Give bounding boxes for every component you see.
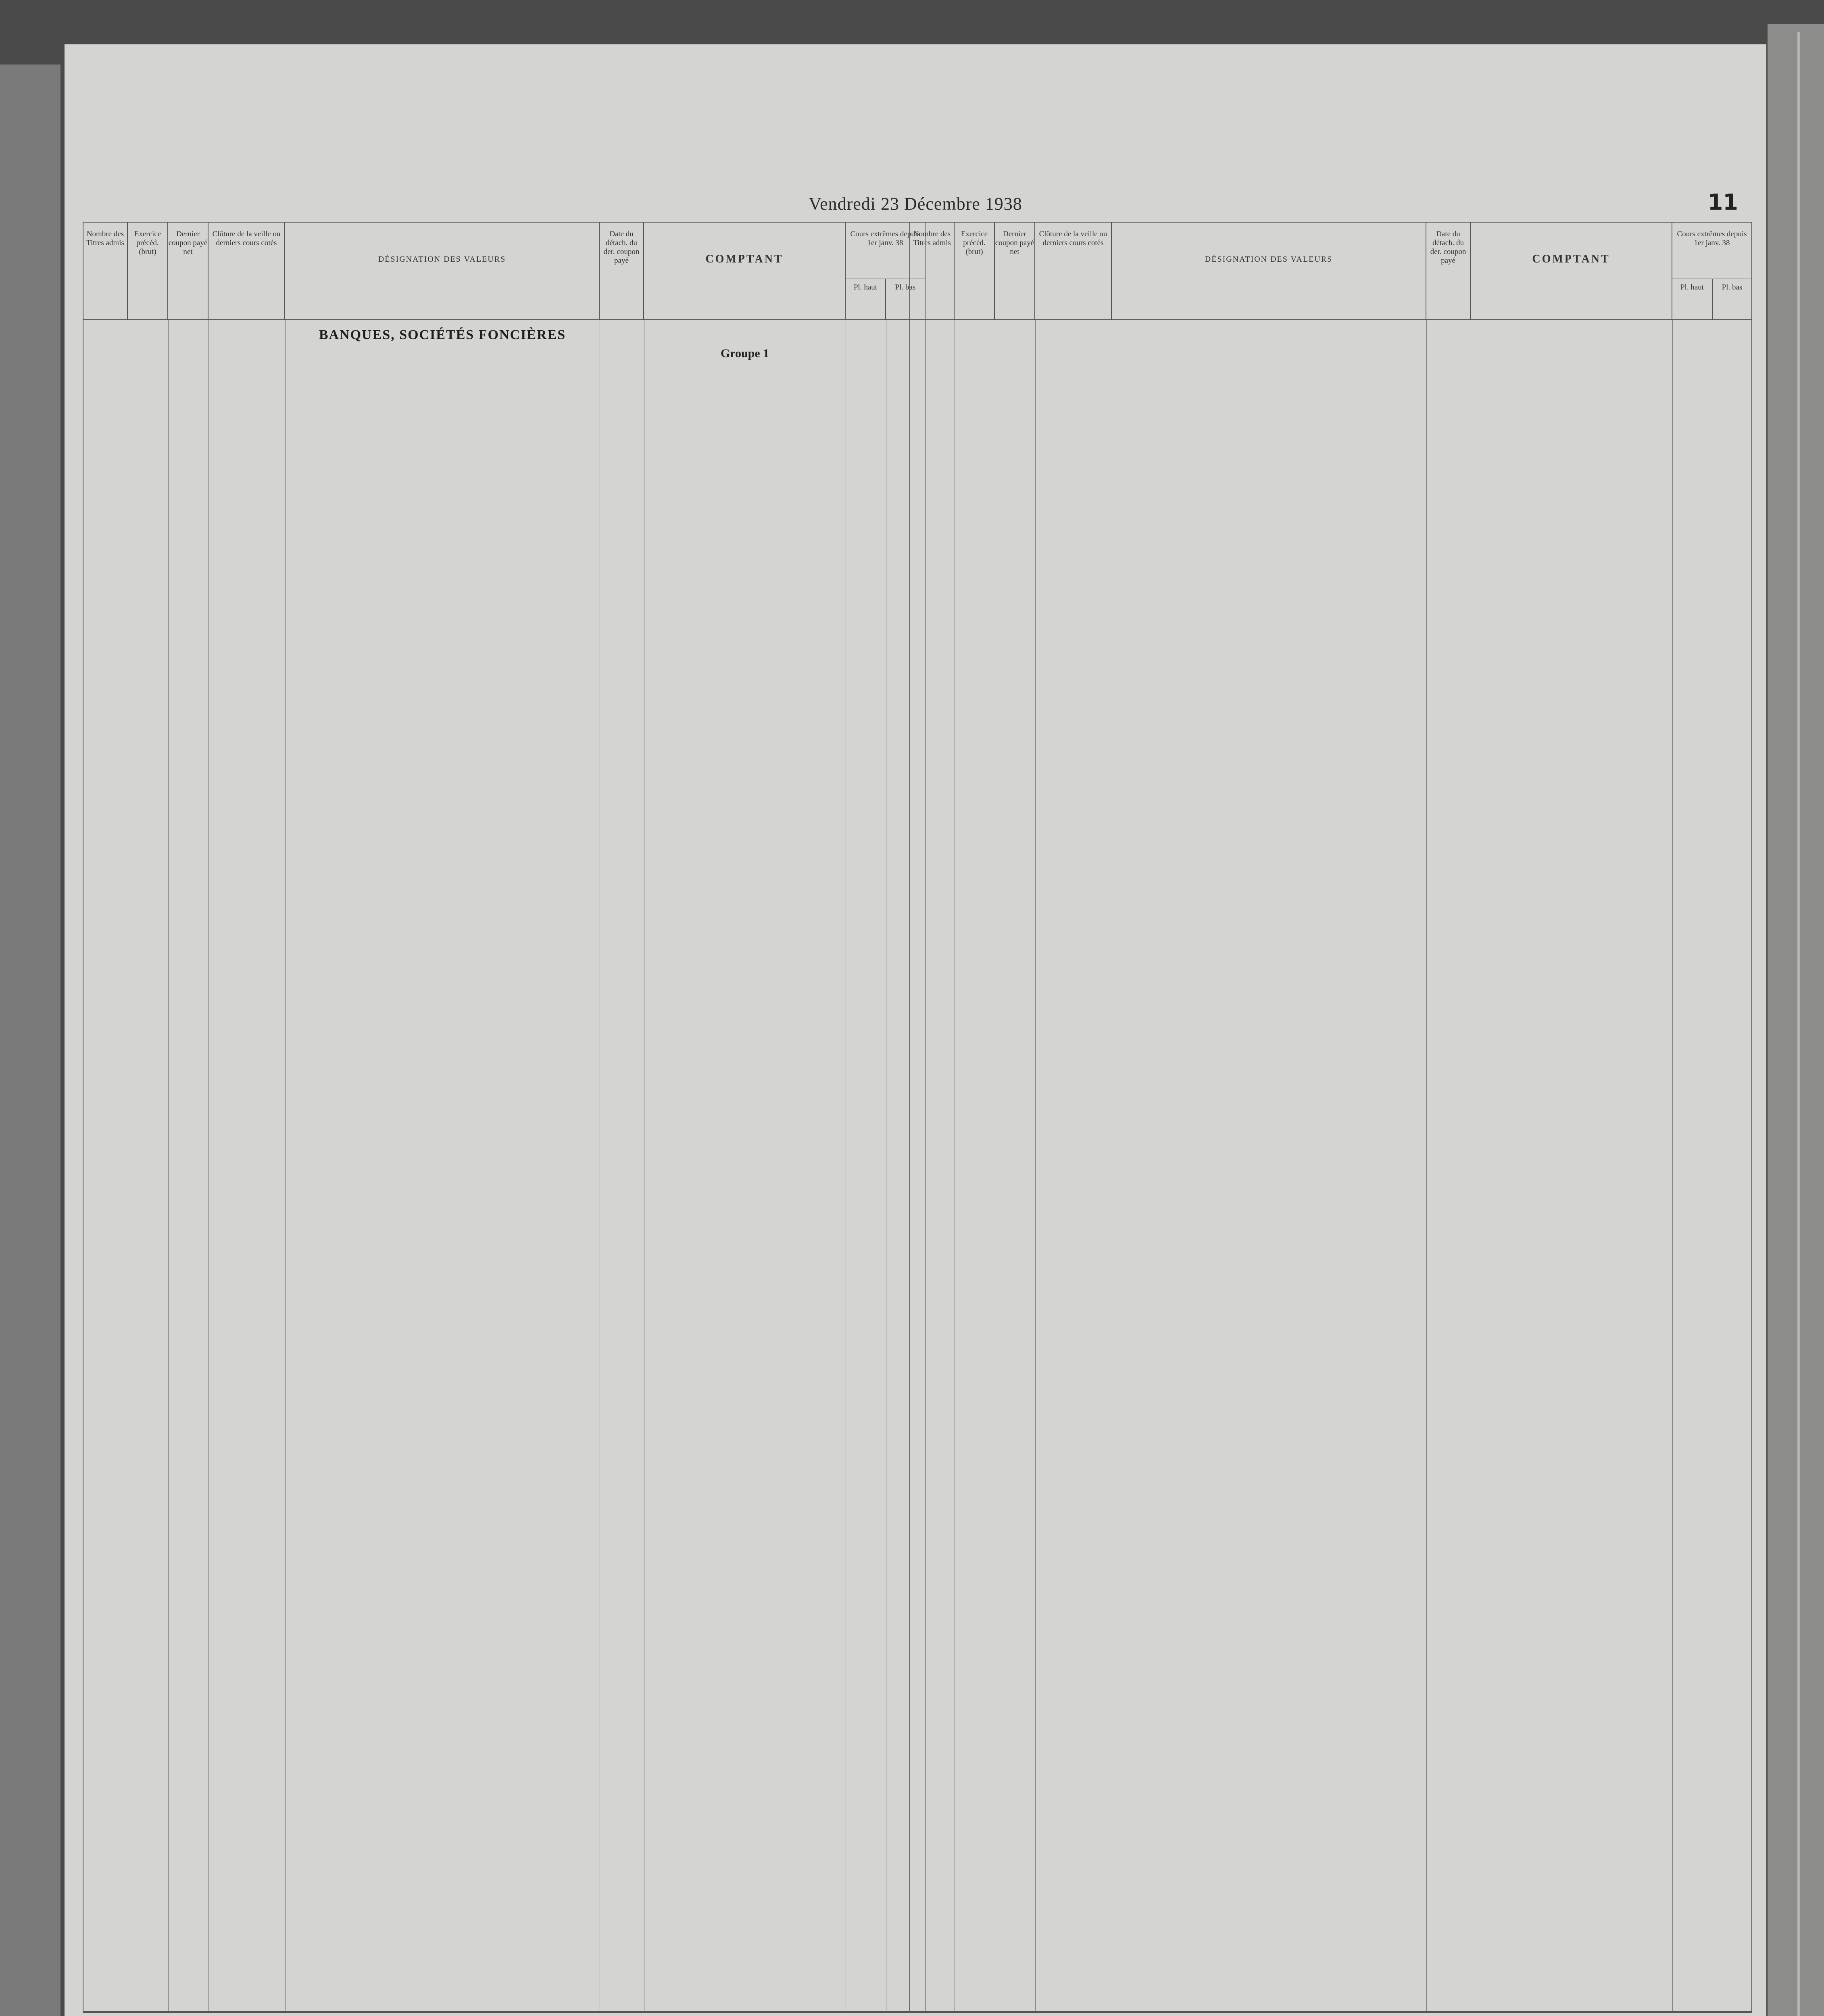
column-rule — [208, 319, 209, 2011]
column-rule — [168, 319, 169, 2011]
header-rule — [83, 319, 925, 320]
column-header-pl-haut: Pl. haut — [1672, 223, 1713, 319]
column-header-cloture: Clôture de la veille ou derniers cours cotés — [208, 223, 285, 319]
column-header-pl-haut: Pl. haut — [846, 223, 886, 319]
column-header-designation: DÉSIGNATION DES VALEURS — [1112, 223, 1426, 319]
section-title: BANQUES, SOCIÉTÉS FONCIÈRES — [319, 327, 566, 342]
column-header-dernier-coupon: Dernier coupon payé net — [995, 223, 1035, 319]
column-header-cours-extremes: Cours extrêmes depuis 1er janv. 38 — [1672, 223, 1751, 279]
column-header-cloture: Clôture de la veille ou derniers cours cotés — [1035, 223, 1112, 319]
column-header-date-detach: Date du détach. du der. coupon payé — [600, 223, 644, 319]
column-rule — [1672, 319, 1673, 2011]
page-number: 11 — [1707, 190, 1738, 215]
column-header-nombre: Nombre des Titres admis — [910, 223, 955, 319]
right-column-table — [909, 222, 1752, 2012]
column-rule — [285, 319, 286, 2011]
column-rule — [1035, 319, 1036, 2011]
left-column-table — [83, 222, 926, 2012]
newspaper-page — [65, 44, 1766, 2016]
column-header-pl-bas: Pl. bas — [895, 283, 916, 292]
column-header-exercice: Exercice précéd. (brut) — [955, 223, 995, 319]
book-page-edges — [1768, 24, 1824, 2016]
page-date: Vendredi 23 Décembre 1938 — [809, 194, 1022, 214]
footnote-divider — [83, 2012, 1752, 2013]
groupe-label: Groupe 1 — [720, 347, 769, 360]
column-header-comptant: COMPTANT — [1471, 223, 1672, 319]
header-rule — [910, 319, 1751, 320]
column-header-pl-bas: Pl. bas — [1722, 283, 1743, 292]
column-header-exercice: Exercice précéd. (brut) — [128, 223, 168, 319]
column-rule — [1426, 319, 1427, 2011]
column-header-dernier-coupon: Dernier coupon payé net — [168, 223, 208, 319]
page-edge-stripe — [1797, 32, 1800, 2016]
column-header-nombre: Nombre des Titres admis — [83, 223, 128, 319]
column-header-comptant: COMPTANT — [644, 223, 846, 319]
column-header-designation: DÉSIGNATION DES VALEURS — [285, 223, 600, 319]
column-header-cours-extremes: Cours extrêmes depuis 1er janv. 38 — [846, 223, 925, 279]
column-header-date-detach: Date du détach. du der. coupon payé — [1426, 223, 1471, 319]
book-binding-edge — [0, 65, 60, 2016]
